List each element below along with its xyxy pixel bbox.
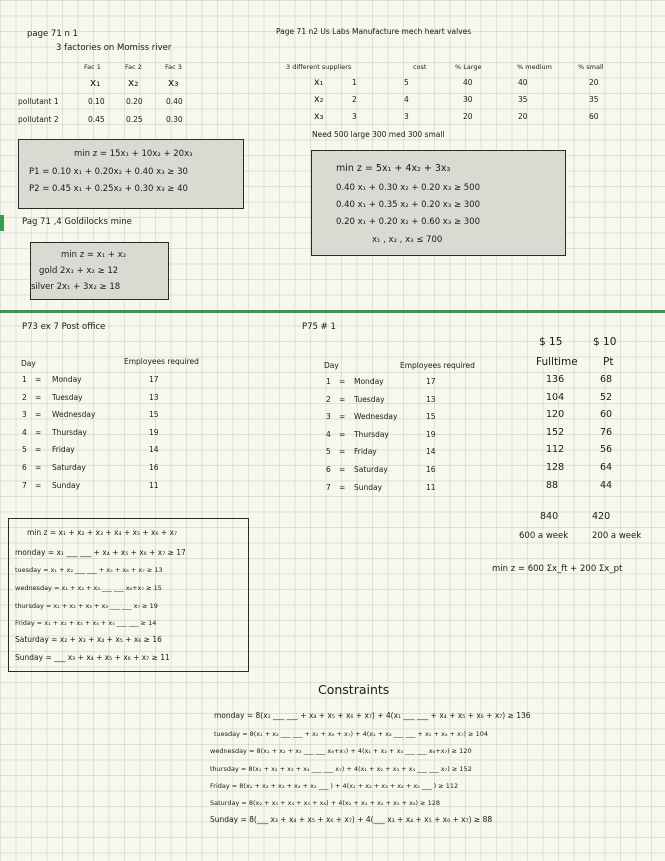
p4-day-required: 15 [149, 410, 159, 420]
p5-day-name: Saturday [354, 465, 388, 474]
p5-day-required: 13 [426, 394, 436, 404]
p1-fac-header: Fac 1 [84, 63, 101, 71]
p2-cell: 3 [404, 112, 409, 121]
p2-need: Need 500 large 300 med 300 small [312, 130, 445, 139]
p1-fac-header: Fac 3 [165, 63, 182, 71]
p1-var-header: x₃ [168, 77, 179, 89]
p4-day-required: 17 [149, 375, 159, 384]
margin-marker [0, 215, 4, 231]
p5-day-required: 15 [426, 412, 436, 422]
p4-objective: min z = x₁ + x₂ + x₃ + x₄ + x₅ + x₆ + x₇ [27, 528, 177, 537]
p2-objective: min z = 5x₁ + 4x₂ + 3x₃ [336, 163, 451, 174]
p1-constraint: P2 = 0.45 x₁ + 0.25x₂ + 0.30 x₃ ≥ 40 [29, 184, 188, 194]
p5-day-number: 4 [326, 429, 331, 439]
p5-constraint: wednesday = 8(x₁ + x₂ + x₃ ___ ___ x₆+x₇) + 4(x₁ + x₂ + x₃ ___ ___ x₆+x₇) ≥ 120 [210, 747, 472, 755]
p1-var-header: x₁ [90, 77, 101, 89]
p5-col-emp: Employees required [400, 361, 475, 370]
p2-model-box [311, 150, 566, 256]
p2-cell: 40 [463, 78, 473, 87]
p5-constraint: monday = 8(x₁ ___ ___ + x₄ + x₅ + x₆ + x₇) + 4(x₁ ___ ___ + x₄ + x₅ + x₆ + x₇) ≥ 136 [214, 711, 531, 720]
p5-constraint: Sunday = 8(___ x₃ + x₄ + x₅ + x₆ + x₇) + 4(___ x₃ + x₄ + x₅ + x₆ + x₇) ≥ 88 [210, 815, 493, 824]
p5-header: P75 # 1 [302, 322, 336, 332]
p2-col-header: % medium [517, 63, 552, 71]
p5-day-fulltime: 128 [546, 462, 565, 473]
p5-day-required: 11 [426, 482, 436, 492]
p5-constraint: thursday = 8(x₁ + x₂ + x₃ + x₄ ___ ___ x₇) + 4(x₁ + x₂ + x₃ + x₄ ___ ___ x₇) ≥ 152 [210, 765, 472, 773]
p5-day-required: 14 [426, 447, 436, 457]
p1-cell: 0.25 [126, 115, 143, 124]
p5-constraint: Saturday = 8(x₂ + x₃ + x₄ + x₅ + x₆) + 4(x₂ + x₃ + x₄ + x₅ + x₆) ≥ 128 [210, 799, 441, 807]
p5-day-eq: = [339, 412, 346, 422]
p4-constraint: tuesday = x₁ + x₂ ___ ___ + x₅ + x₆ + x₇ ≥ 13 [15, 566, 163, 574]
p1-row-label: pollutant 1 [18, 97, 59, 106]
p1-objective: min z = 15x₁ + 10x₂ + 20x₃ [74, 149, 193, 159]
constraints-title: Constraints [318, 682, 390, 697]
p1-cell: 0.20 [126, 97, 143, 106]
p5-day-number: 2 [326, 394, 331, 404]
p4-day-number: 5 [22, 445, 27, 455]
p5-day-fulltime: 88 [546, 479, 559, 491]
p4-day-name: Friday [52, 445, 75, 455]
p4-day-eq: = [35, 375, 42, 384]
section-divider [0, 310, 665, 313]
p5-col-pt: Pt [603, 356, 614, 368]
p4-day-required: 13 [149, 392, 159, 402]
p2-cell: 20 [463, 112, 473, 121]
p5-day-name: Friday [354, 447, 377, 457]
p4-day-required: 14 [149, 445, 159, 455]
p5-col-ft: Fulltime [536, 356, 578, 368]
p2-cell: 40 [518, 78, 528, 87]
p5-col-day: Day [324, 361, 339, 370]
p5-day-number: 3 [326, 412, 331, 422]
p5-day-name: Sunday [354, 482, 383, 492]
p2-col-header: 3 different suppliers [286, 63, 352, 71]
p5-objective: min z = 600 Σx_ft + 200 Σx_pt [492, 564, 623, 574]
p5-day-parttime: 52 [600, 391, 613, 403]
p5-day-number: 1 [326, 377, 331, 386]
p1-constraint: P1 = 0.10 x₁ + 0.20x₂ + 0.40 x₃ ≥ 30 [29, 167, 188, 177]
p5-day-required: 19 [426, 429, 436, 439]
p5-week-ft: 600 a week [519, 531, 569, 541]
p5-day-name: Wednesday [354, 412, 398, 422]
p4-day-number: 6 [22, 463, 27, 472]
p2-cell: 1 [352, 78, 357, 87]
p2-var: x₃ [314, 111, 324, 122]
p4-constraint: wednesday = x₁ + x₂ + x₃ ___ ___ x₆+x₇ ≥ 15 [15, 584, 162, 592]
p1-subtitle: 3 factories on Momiss river [56, 43, 172, 53]
p4-day-required: 16 [149, 463, 159, 472]
p4-constraint: monday = x₁ ___ ___ + x₄ + x₅ + x₆ + x₇ ≥ 17 [15, 548, 186, 557]
p4-day-number: 2 [22, 392, 27, 402]
p2-col-header: % small [578, 63, 604, 71]
p2-constraint: 0.20 x₁ + 0.20 x₂ + 0.60 x₃ ≥ 300 [336, 217, 480, 227]
p4-constraint: Saturday = x₂ + x₃ + x₄ + x₅ + x₆ ≥ 16 [15, 635, 162, 644]
p4-day-eq: = [35, 445, 42, 455]
p5-constraint: tuesday = 8(x₁ + x₂ ___ ___ + x₅ + x₆ + x₇) + 4(x₁ + x₂ ___ ___ + x₅ + x₆ + x₇) ≥ 104 [214, 730, 488, 738]
p3-header: Pag 71 ,4 Goldilocks mine [22, 217, 132, 227]
p2-header: Page 71 n2 Us Labs Manufacture mech heart valves [276, 27, 472, 36]
p5-day-name: Monday [354, 377, 384, 386]
p2-col-header: % Large [455, 63, 482, 71]
p4-model-box [8, 518, 249, 672]
p4-constraint: thursday = x₁ + x₂ + x₃ + x₄ ___ ___ x₇ ≥ 19 [15, 602, 158, 610]
p2-cell: 3 [352, 112, 357, 121]
p5-constraint: Friday = 8(x₁ + x₂ + x₃ + x₄ + x₅ ___ ) + 4(x₁ + x₂ + x₃ + x₄ + x₅ ___ ) ≥ 112 [210, 782, 459, 790]
p5-day-number: 5 [326, 447, 331, 457]
p5-day-required: 17 [426, 377, 436, 386]
p2-var: x₂ [314, 94, 324, 105]
p5-day-parttime: 56 [600, 444, 613, 456]
p4-day-name: Monday [52, 375, 82, 384]
p1-var-header: x₂ [128, 77, 139, 89]
p2-constraint: 0.40 x₁ + 0.30 x₂ + 0.20 x₃ ≥ 500 [336, 183, 480, 193]
p5-day-fulltime: 120 [546, 409, 565, 421]
p5-total-ft: 840 [540, 511, 559, 522]
p3-model-box [30, 242, 169, 300]
p2-cell: 2 [352, 95, 357, 104]
p2-col-header: cost [413, 63, 427, 71]
p4-day-name: Saturday [52, 463, 86, 472]
p4-constraint: Friday = x₁ + x₂ + x₃ + x₄ + x₅ ___ ___ ≥ 14 [15, 619, 157, 627]
p4-day-eq: = [35, 480, 42, 490]
p4-day-eq: = [35, 427, 42, 437]
p1-row-label: pollutant 2 [18, 115, 59, 124]
p1-cell: 0.30 [166, 115, 183, 124]
p5-day-name: Tuesday [354, 394, 385, 404]
p1-cell: 0.45 [88, 115, 105, 124]
p2-var: x₁ [314, 77, 324, 88]
p4-day-name: Wednesday [52, 410, 96, 420]
p1-header: page 71 n 1 [27, 29, 78, 39]
p5-day-fulltime: 136 [546, 374, 565, 385]
p3-constraint: gold 2x₁ + x₂ ≥ 12 [39, 266, 119, 276]
p3-constraint: silver 2x₁ + 3x₂ ≥ 18 [31, 282, 121, 292]
p4-day-name: Tuesday [52, 392, 83, 402]
p5-day-eq: = [339, 465, 346, 474]
p5-day-fulltime: 104 [546, 391, 565, 403]
p5-day-required: 16 [426, 465, 436, 474]
p2-cell: 35 [589, 95, 599, 104]
p5-week-pt: 200 a week [592, 531, 642, 541]
p2-cell: 4 [404, 95, 409, 104]
p3-objective: min z = x₁ + x₂ [61, 250, 127, 260]
p4-constraint: Sunday = ___ x₃ + x₄ + x₅ + x₆ + x₇ ≥ 11 [15, 653, 170, 662]
p5-cost-ft: $ 15 [539, 336, 563, 348]
p4-day-name: Thursday [52, 427, 87, 437]
p1-cell: 0.40 [166, 97, 183, 106]
p2-cell: 5 [404, 78, 409, 87]
p5-day-name: Thursday [354, 429, 389, 439]
p5-day-number: 7 [326, 482, 331, 492]
p4-day-name: Sunday [52, 480, 81, 490]
p4-col-emp: Employees required [124, 357, 199, 366]
p5-day-number: 6 [326, 465, 331, 474]
p5-cost-pt: $ 10 [593, 336, 617, 348]
p4-day-eq: = [35, 410, 42, 420]
p4-col-day: Day [21, 359, 36, 368]
p5-day-parttime: 60 [600, 409, 613, 421]
p4-day-eq: = [35, 463, 42, 472]
p4-day-number: 3 [22, 410, 27, 420]
p5-day-eq: = [339, 429, 346, 439]
p5-day-parttime: 76 [600, 426, 613, 438]
p5-day-parttime: 64 [600, 462, 613, 473]
p5-day-fulltime: 152 [546, 426, 565, 438]
p4-day-eq: = [35, 392, 42, 402]
p4-day-number: 7 [22, 480, 27, 490]
p4-day-number: 1 [22, 375, 27, 384]
p5-day-parttime: 44 [600, 479, 613, 491]
p5-day-eq: = [339, 447, 346, 457]
p1-cell: 0.10 [88, 97, 105, 106]
p5-day-eq: = [339, 377, 346, 386]
p4-day-required: 19 [149, 427, 159, 437]
p2-cell: 30 [463, 95, 473, 104]
p2-constraint: 0.40 x₁ + 0.35 x₂ + 0.20 x₃ ≥ 300 [336, 200, 480, 210]
p4-day-number: 4 [22, 427, 27, 437]
p4-day-required: 11 [149, 480, 159, 490]
p5-day-eq: = [339, 482, 346, 492]
p2-bounds: x₁ , x₂ , x₃ ≤ 700 [372, 235, 443, 245]
p5-total-pt: 420 [592, 511, 611, 522]
p1-fac-header: Fac 2 [125, 63, 142, 71]
p2-cell: 35 [518, 95, 528, 104]
p2-cell: 20 [518, 112, 528, 121]
p2-cell: 60 [589, 112, 599, 121]
p5-day-parttime: 68 [600, 374, 613, 385]
p5-day-fulltime: 112 [546, 444, 565, 456]
p4-header: P73 ex 7 Post office [22, 322, 106, 332]
p5-day-eq: = [339, 394, 346, 404]
p2-cell: 20 [589, 78, 599, 87]
p1-model-box [18, 139, 244, 209]
